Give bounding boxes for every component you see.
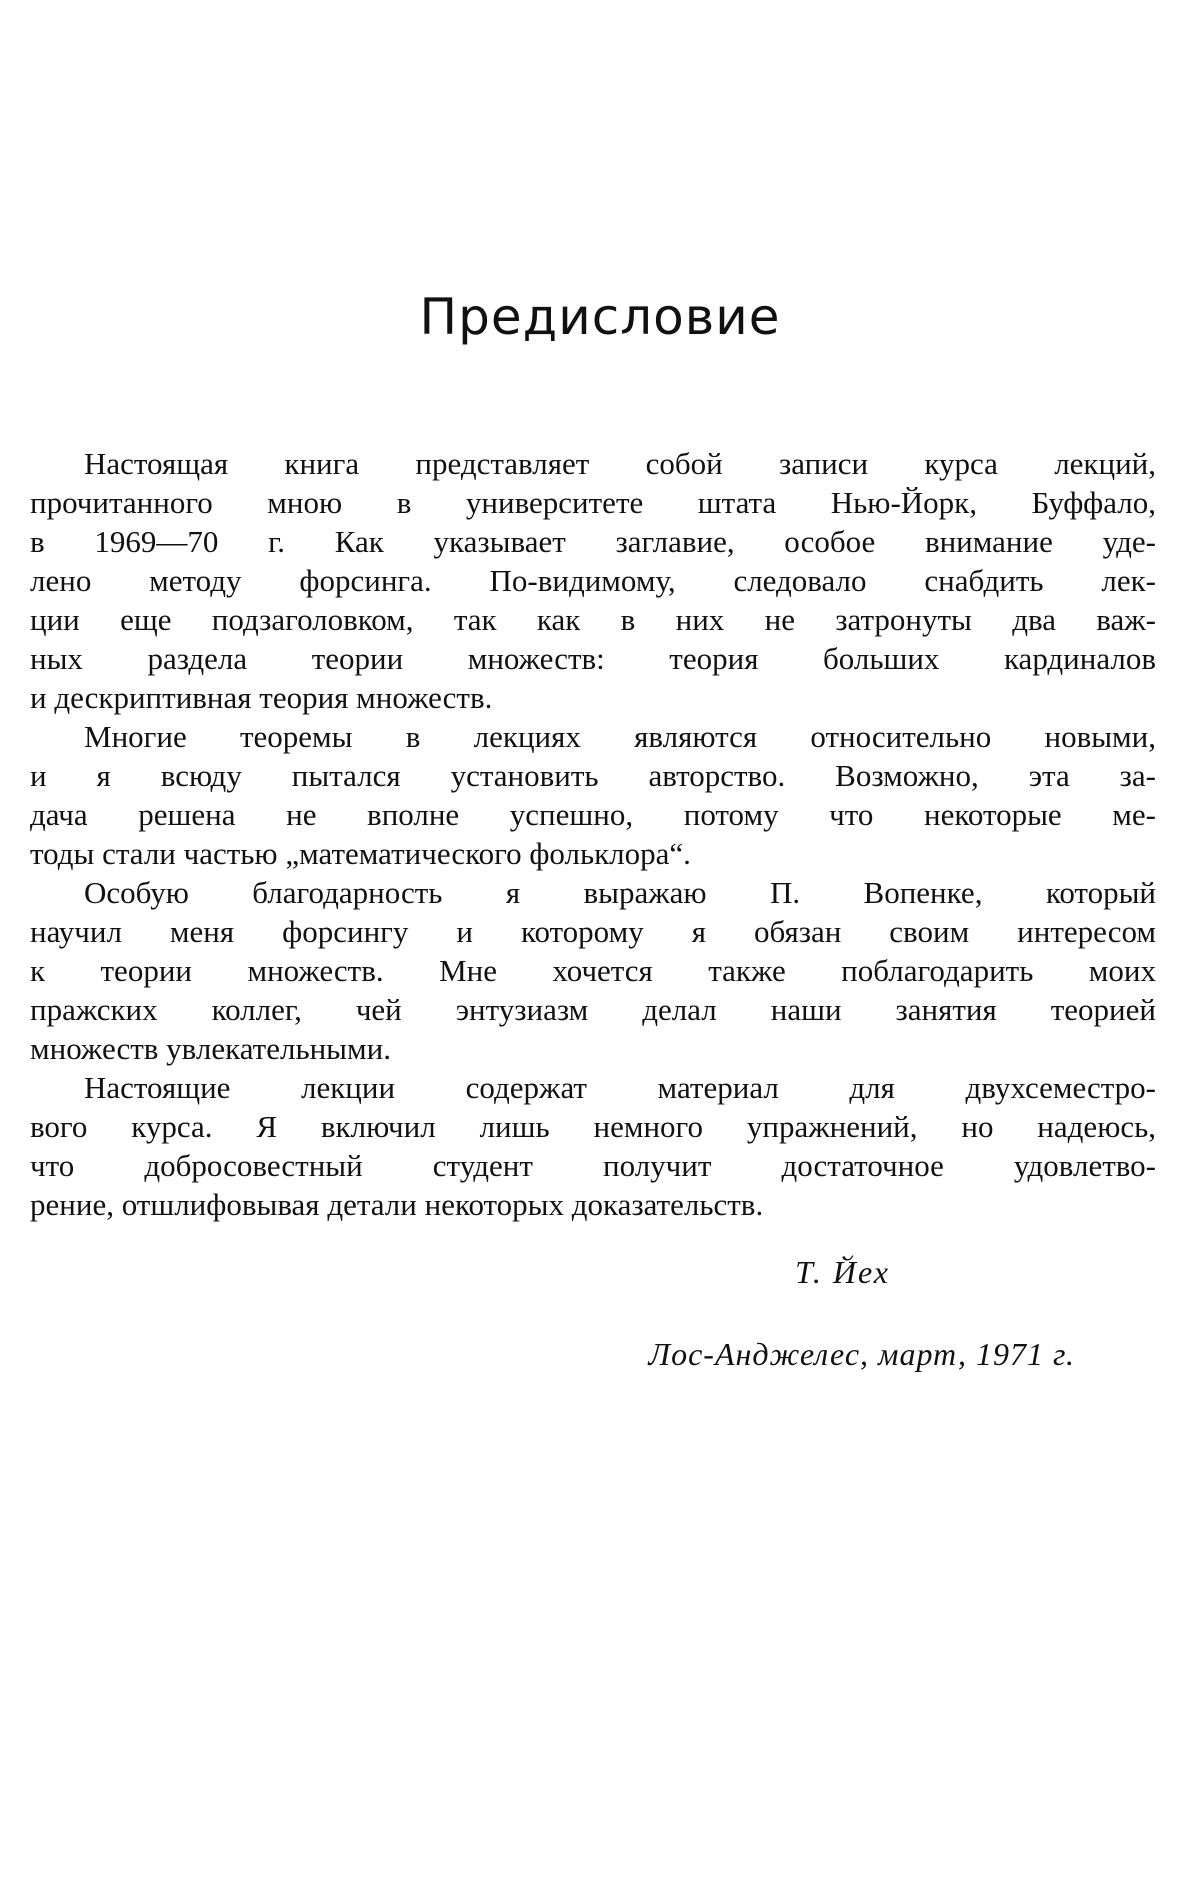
page-title: Предисловие <box>419 288 781 346</box>
text-line: множеств увлекательными. <box>30 1031 391 1066</box>
author-signature: Т. Йех <box>795 1254 890 1290</box>
text-line: в 1969—70 г. Как указывает заглавие, особое внимание уде- <box>30 524 1156 559</box>
text-line: Настоящая книга представляет собой записи курса лекций, <box>84 446 1156 481</box>
text-line: лено методу форсинга. По-видимому, следовало снабдить лек- <box>30 563 1156 598</box>
text-line: пражских коллег, чей энтузиазм делал наши занятия теорией <box>30 992 1156 1027</box>
text-line: ции еще подзаголовком, так как в них не затронуты два важ- <box>30 602 1156 637</box>
paragraph-4 <box>30 1068 1156 1224</box>
text-line: и дескриптивная теория множеств. <box>30 680 493 715</box>
paragraph-1 <box>30 444 1156 717</box>
text-line: вого курса. Я включил лишь немного упражнений, но надеюсь, <box>30 1109 1156 1144</box>
text-line: к теории множеств. Мне хочется также поблагодарить моих <box>30 953 1156 988</box>
text-line: дача решена не вполне успешно, потому что некоторые ме- <box>30 797 1156 832</box>
paragraph-2 <box>30 717 1156 873</box>
text-line: что добросовестный студент получит достаточное удовлетво- <box>30 1148 1156 1183</box>
text-line: Настоящие лекции содержат материал для двухсеместро- <box>84 1070 1156 1105</box>
text-line: рение, отшлифовывая детали некоторых доказательств. <box>30 1187 764 1222</box>
text-line: научил меня форсингу и которому я обязан своим интересом <box>30 914 1156 949</box>
place-and-date: Лос-Анджелес, март, 1971 г. <box>648 1336 1075 1372</box>
text-line: и я всюду пытался установить авторство. Возможно, эта за- <box>30 758 1156 793</box>
text-line: Особую благодарность я выражаю П. Вопенке, который <box>84 875 1156 910</box>
text-line: Многие теоремы в лекциях являются относительно новыми, <box>84 719 1156 754</box>
text-line: тоды стали частью „математического фольклора“. <box>30 836 691 871</box>
paragraph-3 <box>30 873 1156 1068</box>
preface-body <box>30 444 1156 1224</box>
text-line: ных раздела теории множеств: теория больших кардиналов <box>30 641 1156 676</box>
text-line: прочитанного мною в университете штата Нью-Йорк, Буффало, <box>30 485 1156 520</box>
